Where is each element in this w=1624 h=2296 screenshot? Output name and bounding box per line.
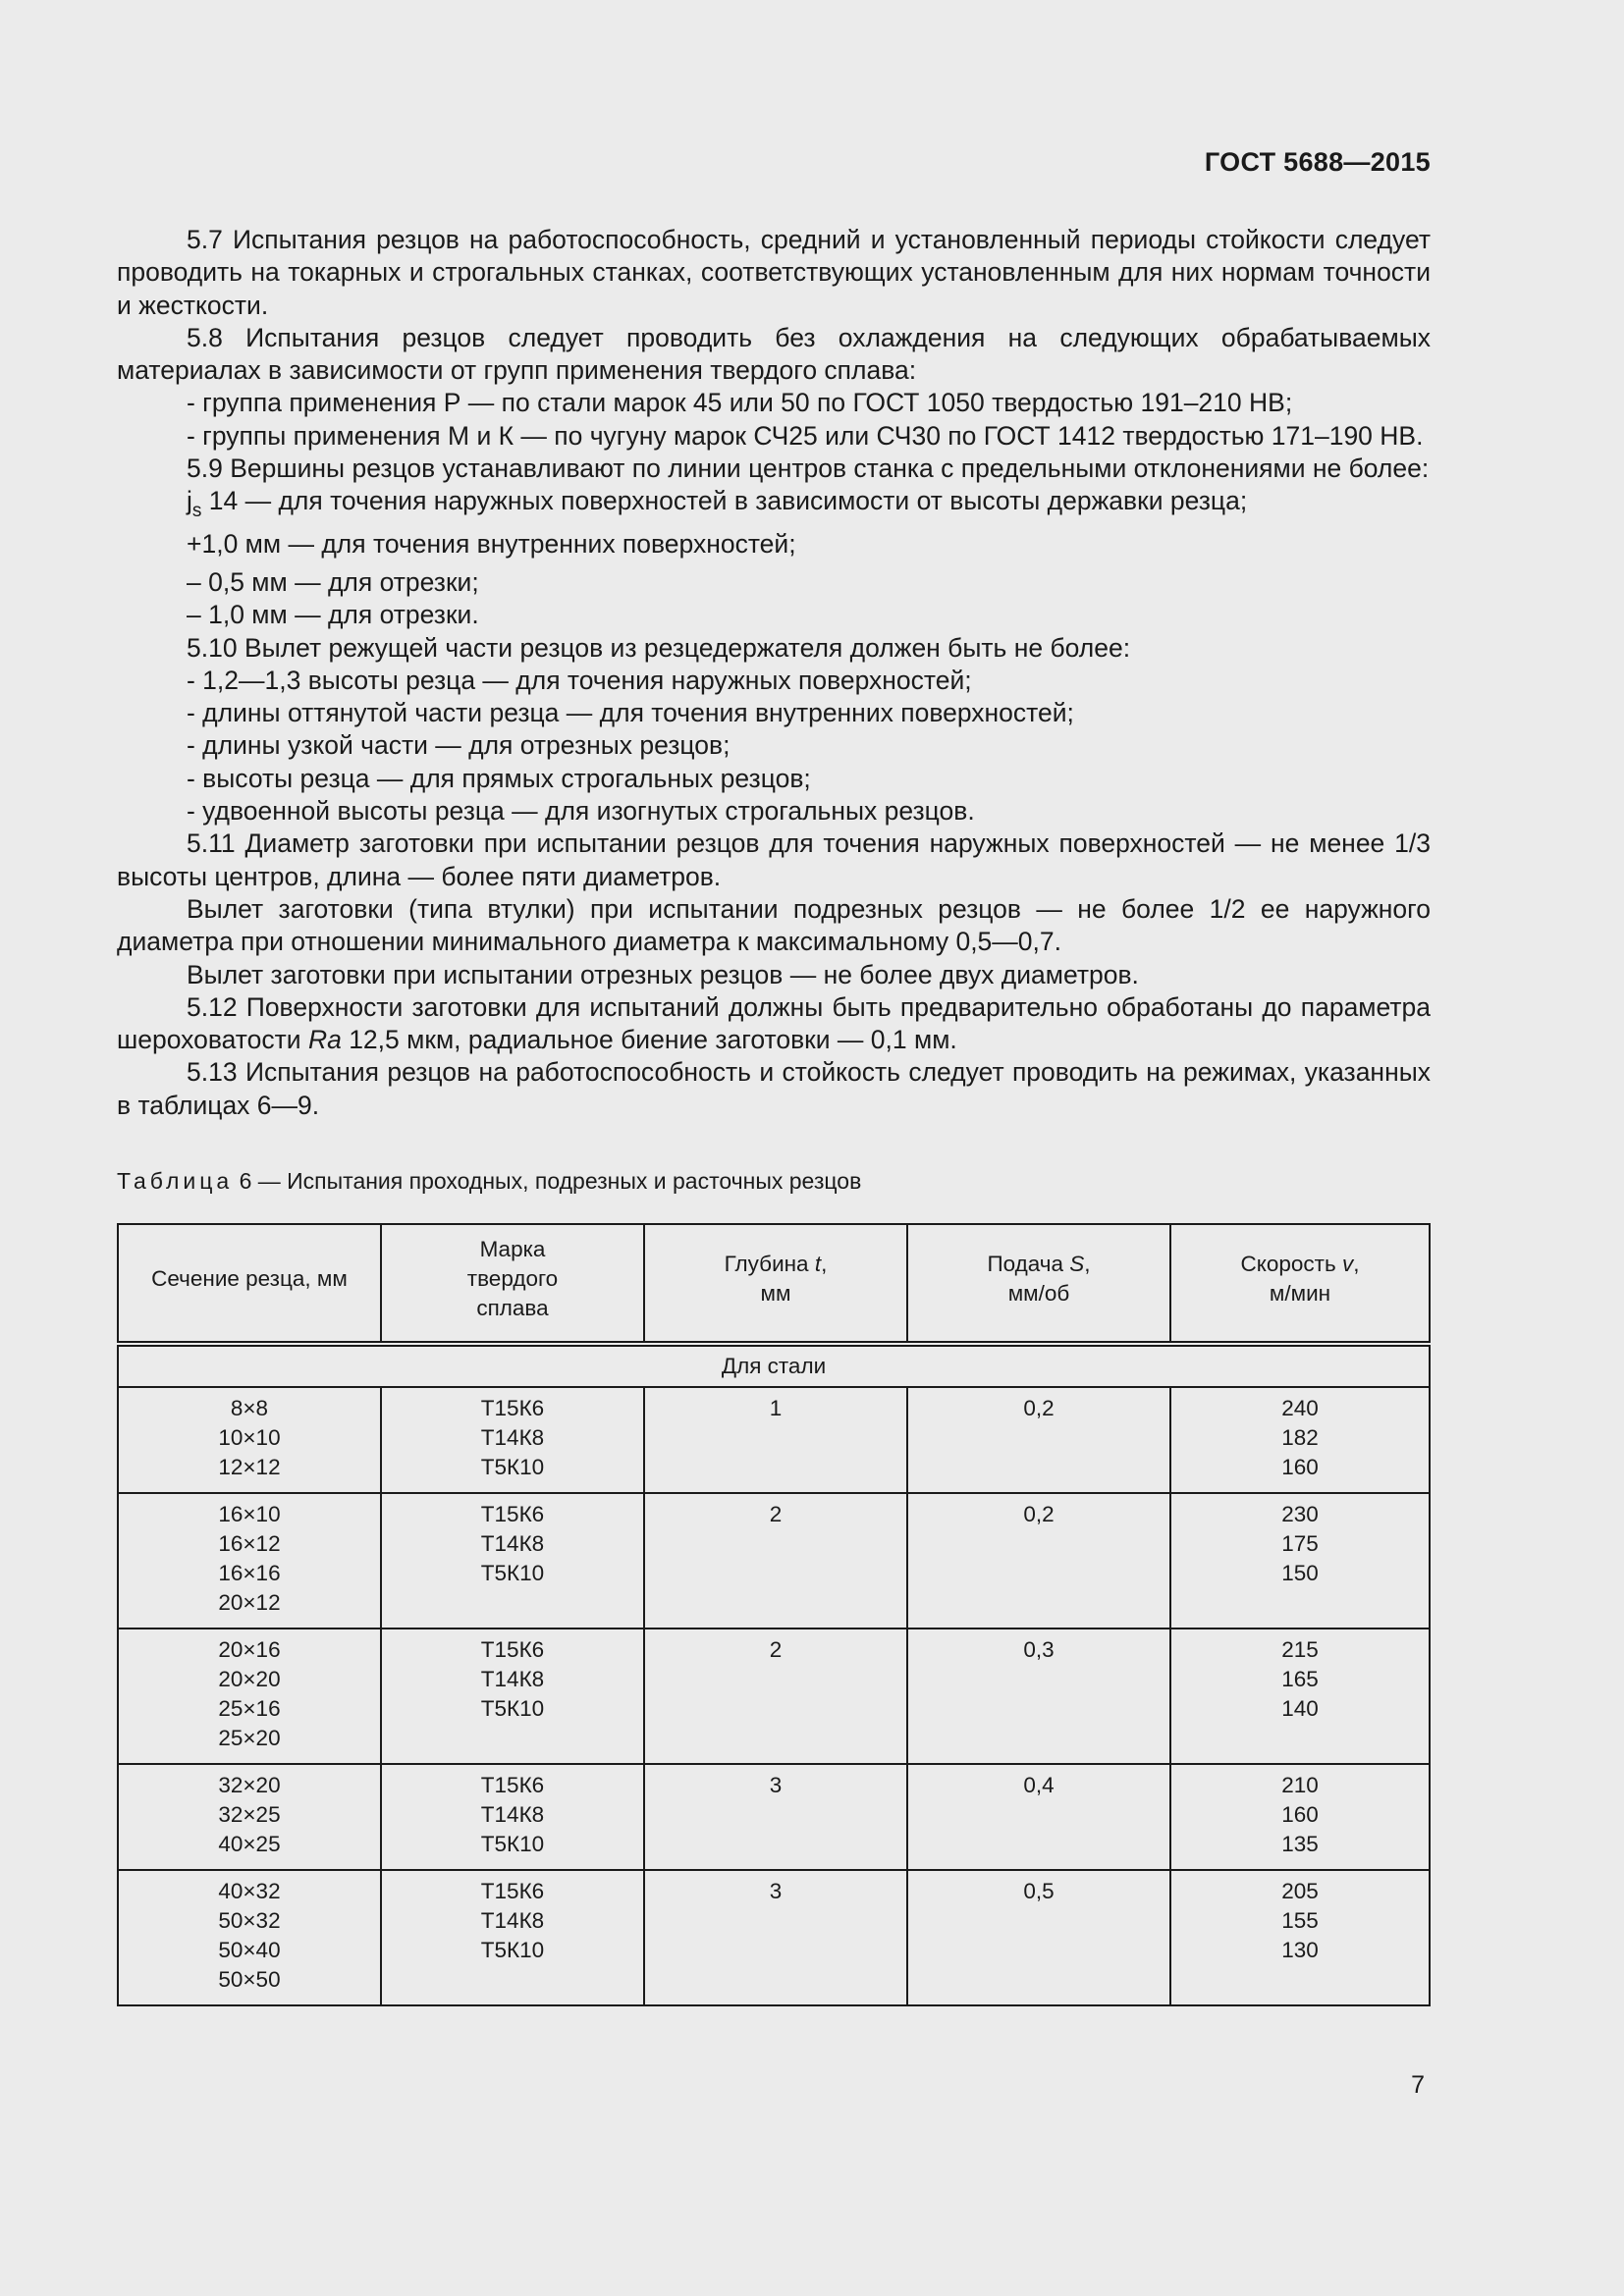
tolerance-minus-1: – 1,0 мм — для отрезки. xyxy=(187,600,479,630)
cell-speed-value: 240 xyxy=(1281,1396,1319,1420)
header-speed xyxy=(1170,1224,1430,1344)
header-depth xyxy=(644,1224,907,1344)
cell-grade-value: Т15К6 xyxy=(480,1879,545,1903)
cell-depth-value: 2 xyxy=(769,1637,783,1662)
cell-grade-value: Т14К8 xyxy=(480,1908,545,1933)
cell-feed xyxy=(907,1493,1170,1629)
overhang-item-3: - длины узкой части — для отрезных резцов; xyxy=(187,730,731,761)
paragraph-5-9: 5.9 Вершины резцов устанавливают по линии центров станка с предельными отклонениями не более: xyxy=(187,454,1430,484)
group-label-steel: Для стали xyxy=(118,1344,1430,1387)
cell-depth xyxy=(644,1629,907,1764)
cell-section-value: 50×50 xyxy=(218,1967,281,1992)
header-depth-unit: мм xyxy=(760,1281,791,1306)
cell-speed-value: 155 xyxy=(1281,1908,1319,1933)
cell-section-value: 40×25 xyxy=(218,1832,281,1856)
table-caption-text: 6 — Испытания проходных, подрезных и расточных резцов xyxy=(239,1168,862,1194)
cell-section-value: 16×16 xyxy=(218,1561,281,1585)
paragraph-5-13: 5.13 Испытания резцов на работоспособность и стойкость следует проводить на режимах, указанных в таблицах 6—9. xyxy=(117,1057,1431,1120)
cell-grade xyxy=(381,1870,644,2005)
header-feed-text: Подача xyxy=(987,1252,1070,1276)
roughness-symbol: Ra xyxy=(307,1025,342,1055)
cell-section-value: 50×32 xyxy=(218,1908,281,1933)
cell-speed-value: 150 xyxy=(1281,1561,1319,1585)
cell-section xyxy=(118,1870,381,2005)
header-feed xyxy=(907,1224,1170,1344)
cell-grade-value: Т5К10 xyxy=(480,1832,545,1856)
cell-grade-value: Т15К6 xyxy=(480,1396,545,1420)
table-body xyxy=(118,1344,1430,2005)
cell-grade-value: Т14К8 xyxy=(480,1667,545,1691)
cell-section-value: 20×16 xyxy=(218,1637,281,1662)
header-depth-var: t xyxy=(814,1252,822,1276)
cell-section xyxy=(118,1387,381,1493)
cell-section-value: 32×20 xyxy=(218,1773,281,1797)
cell-section-value: 8×8 xyxy=(230,1396,269,1420)
overhang-item-5: - удвоенной высоты резца — для изогнутых строгальных резцов. xyxy=(187,796,975,827)
cell-speed-value: 160 xyxy=(1281,1455,1319,1479)
cell-section-value: 20×20 xyxy=(218,1667,281,1691)
table-row xyxy=(118,1764,1430,1870)
cell-grade xyxy=(381,1629,644,1764)
cell-depth-value: 3 xyxy=(769,1879,783,1903)
header-speed-unit: м/мин xyxy=(1269,1281,1331,1306)
cell-feed xyxy=(907,1629,1170,1764)
paragraph-5-8: 5.8 Испытания резцов следует проводить без охлаждения на следующих обрабатываемых материалах в зависимости от групп применения твердого сплава: xyxy=(117,322,1431,386)
cell-speed-value: 215 xyxy=(1281,1637,1319,1662)
cell-feed-value: 0,5 xyxy=(1023,1879,1055,1903)
tolerance-js14 xyxy=(117,485,1431,527)
cell-grade-value: Т5К10 xyxy=(480,1696,545,1721)
header-section-label: Сечение резца, мм xyxy=(151,1266,348,1291)
cell-section-value: 16×12 xyxy=(218,1531,281,1556)
cell-section-value: 50×40 xyxy=(218,1938,281,1962)
paragraph-5-10: 5.10 Вылет режущей части резцов из резцедержателя должен быть не более: xyxy=(187,632,1131,663)
header-feed-comma: , xyxy=(1084,1252,1091,1276)
paragraph-5-11: 5.11 Диаметр заготовки при испытании резцов для точения наружных поверхностей — не менее 1/3 высоты центров, длина — более пяти диаметров. xyxy=(117,828,1431,891)
cell-grade-value: Т14К8 xyxy=(480,1802,545,1827)
cell-depth-value: 2 xyxy=(769,1502,783,1526)
cell-grade-value: Т14К8 xyxy=(480,1425,545,1450)
cell-speed-value: 160 xyxy=(1281,1802,1319,1827)
header-depth-comma: , xyxy=(821,1252,828,1276)
overhang-item-1: - 1,2—1,3 высоты резца — для точения наружных поверхностей; xyxy=(187,665,972,695)
cell-grade-value: Т14К8 xyxy=(480,1531,545,1556)
paragraph-5-12 xyxy=(117,991,1431,1057)
cell-depth xyxy=(644,1870,907,2005)
table-6 xyxy=(117,1223,1431,2006)
cell-section-value: 12×12 xyxy=(218,1455,281,1479)
cell-depth xyxy=(644,1764,907,1870)
cell-grade-value: Т15К6 xyxy=(480,1502,545,1526)
tolerance-subscript: s xyxy=(191,501,202,522)
tolerance-minus-0-5: – 0,5 мм — для отрезки; xyxy=(187,566,479,597)
cell-speed-value: 135 xyxy=(1281,1832,1319,1856)
header-feed-line1 xyxy=(914,1250,1164,1279)
cell-speed-value: 165 xyxy=(1281,1667,1319,1691)
cell-speed-value: 205 xyxy=(1281,1879,1319,1903)
group-row xyxy=(118,1344,1430,1387)
cell-grade xyxy=(381,1387,644,1493)
overhang-item-2: - длины оттянутой части резца — для точения внутренних поверхностей; xyxy=(187,698,1074,728)
cell-speed-value: 140 xyxy=(1281,1696,1319,1721)
page-number: 7 xyxy=(1411,2071,1425,2099)
header-grade-line2: твердого xyxy=(466,1266,559,1291)
header-depth-text: Глубина xyxy=(724,1252,815,1276)
cell-feed-value: 0,2 xyxy=(1023,1502,1055,1526)
cell-speed xyxy=(1170,1629,1430,1764)
cell-section xyxy=(118,1629,381,1764)
cell-grade-value: Т5К10 xyxy=(480,1938,545,1962)
cell-section-value: 32×25 xyxy=(218,1802,281,1827)
header-speed-line1 xyxy=(1177,1250,1423,1279)
paragraph-5-12-start: 5.12 Поверхности заготовки для испытаний должны быть предварительно обработаны до параметра шероховатости xyxy=(117,991,1431,1055)
paragraph-bushing-overhang: Вылет заготовки (типа втулки) при испытании подрезных резцов — не более 1/2 ее наружного диаметра при отношении минимального диаметра к максимальному 0,5—0,7. xyxy=(117,893,1431,957)
cell-depth-value: 1 xyxy=(769,1396,783,1420)
header-grade-line1: Марка xyxy=(479,1237,546,1261)
document-code-header: ГОСТ 5688—2015 xyxy=(1204,147,1431,177)
table-6-caption xyxy=(117,1168,861,1195)
table-row xyxy=(118,1493,1430,1629)
paragraph-5-12-end: 12,5 мкм, радиальное биение заготовки — 0,1 мм. xyxy=(341,1025,957,1055)
cell-feed xyxy=(907,1764,1170,1870)
list-item-group-p: - группа применения Р — по стали марок 45 или 50 по ГОСТ 1050 твердостью 191–210 НВ; xyxy=(187,388,1293,418)
cell-feed-value: 0,4 xyxy=(1023,1773,1055,1797)
cell-speed-value: 210 xyxy=(1281,1773,1319,1797)
header-feed-unit: мм/об xyxy=(1007,1281,1070,1306)
cell-speed xyxy=(1170,1493,1430,1629)
cell-depth xyxy=(644,1387,907,1493)
header-depth-line1 xyxy=(651,1250,900,1279)
cell-speed-value: 175 xyxy=(1281,1531,1319,1556)
cell-grade-value: Т15К6 xyxy=(480,1637,545,1662)
header-speed-comma: , xyxy=(1353,1252,1360,1276)
cell-speed-value: 182 xyxy=(1281,1425,1319,1450)
cell-feed xyxy=(907,1870,1170,2005)
cell-grade-value: Т5К10 xyxy=(480,1561,545,1585)
cell-speed xyxy=(1170,1870,1430,2005)
table-row xyxy=(118,1387,1430,1493)
tolerance-text: 14 — для точения наружных поверхностей в зависимости от высоты державки резца; xyxy=(201,486,1248,516)
body-text xyxy=(117,224,1431,1122)
cell-speed xyxy=(1170,1387,1430,1493)
tolerance-plus-1: +1,0 мм — для точения внутренних поверхностей; xyxy=(187,528,796,559)
header-feed-var: S xyxy=(1069,1252,1085,1276)
table-row xyxy=(118,1870,1430,2005)
cell-feed-value: 0,2 xyxy=(1023,1396,1055,1420)
overhang-item-4: - высоты резца — для прямых строгальных резцов; xyxy=(187,763,811,793)
list-item-group-m-k: - группы применения М и К — по чугуну марок СЧ25 или СЧ30 по ГОСТ 1412 твердостью 171–190 НВ. xyxy=(187,420,1424,451)
cell-depth xyxy=(644,1493,907,1629)
cell-section xyxy=(118,1764,381,1870)
cell-section-value: 16×10 xyxy=(218,1502,281,1526)
header-section xyxy=(118,1224,381,1344)
paragraph-5-7: 5.7 Испытания резцов на работоспособность, средний и установленный периоды стойкости следует проводить на токарных и строгальных станках, соответствующих установленным для них нормам точности и жесткости. xyxy=(117,225,1431,320)
cell-speed-value: 230 xyxy=(1281,1502,1319,1526)
table-caption-label: Таблица xyxy=(117,1168,234,1194)
cell-section xyxy=(118,1493,381,1629)
cell-feed-value: 0,3 xyxy=(1023,1637,1055,1662)
tolerance-symbol: j xyxy=(187,486,192,516)
cell-depth-value: 3 xyxy=(769,1773,783,1797)
cell-section-value: 20×12 xyxy=(218,1590,281,1615)
cell-section-value: 25×20 xyxy=(218,1726,281,1750)
paragraph-cutoff-overhang: Вылет заготовки при испытании отрезных резцов — не более двух диаметров. xyxy=(187,959,1139,989)
header-speed-text: Скорость xyxy=(1240,1252,1342,1276)
cell-grade-value: Т15К6 xyxy=(480,1773,545,1797)
cell-section-value: 40×32 xyxy=(218,1879,281,1903)
cell-grade xyxy=(381,1493,644,1629)
cell-section-value: 10×10 xyxy=(218,1425,281,1450)
header-grade-line3: сплава xyxy=(476,1296,549,1320)
cell-feed xyxy=(907,1387,1170,1493)
table-row xyxy=(118,1629,1430,1764)
cell-section-value: 25×16 xyxy=(218,1696,281,1721)
cell-grade-value: Т5К10 xyxy=(480,1455,545,1479)
table-header-row xyxy=(118,1224,1430,1344)
header-grade xyxy=(381,1224,644,1344)
cell-speed-value: 130 xyxy=(1281,1938,1319,1962)
cell-grade xyxy=(381,1764,644,1870)
header-speed-var: v xyxy=(1341,1252,1354,1276)
cell-speed xyxy=(1170,1764,1430,1870)
